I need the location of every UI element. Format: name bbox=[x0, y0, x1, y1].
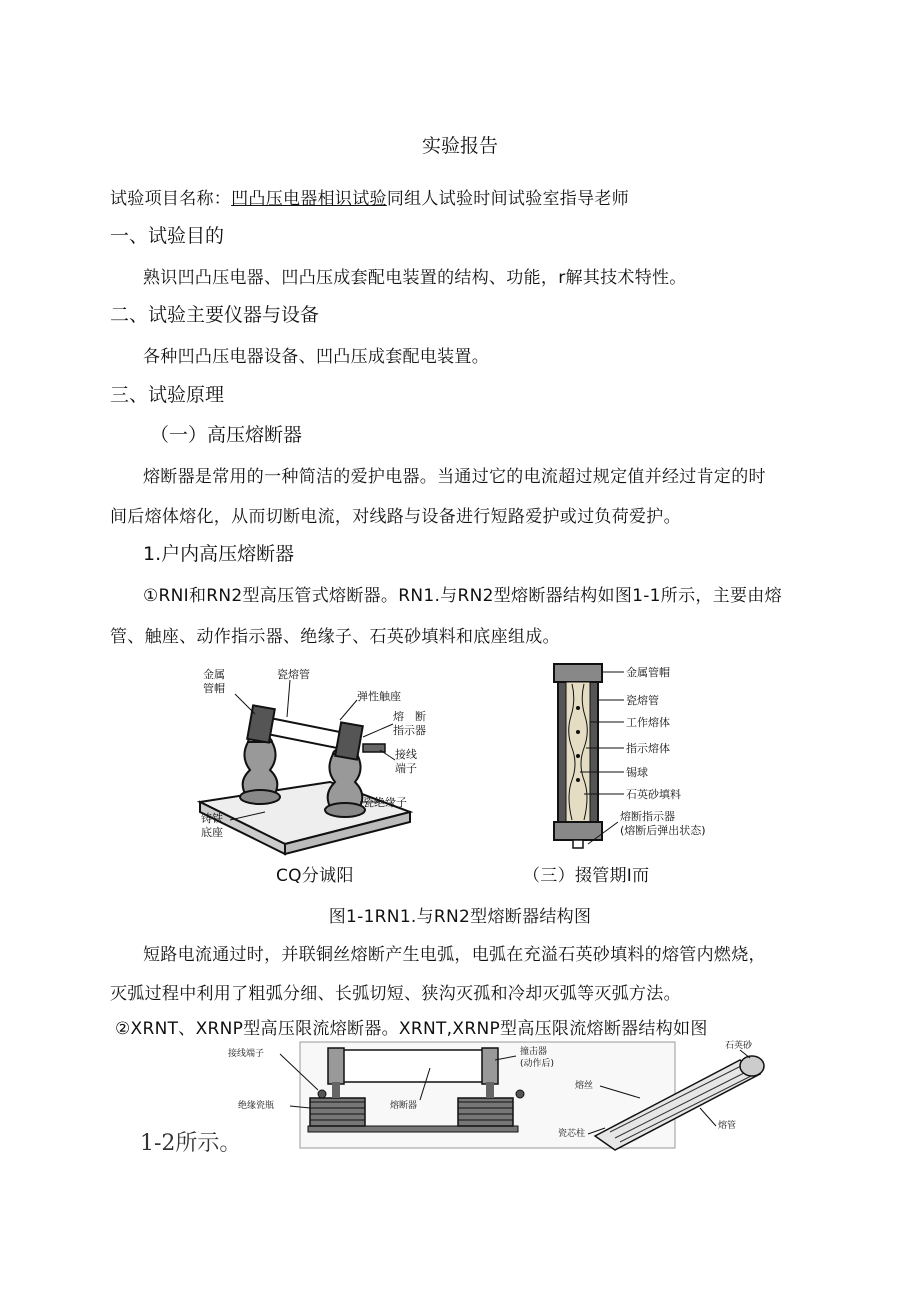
diagram-label: 撞击器 bbox=[520, 1047, 548, 1057]
diagram-label: 熔断指示器 bbox=[620, 810, 675, 823]
diagram-label: 金属 bbox=[203, 668, 225, 681]
figure-subcaption-left: CQ分诚阳 bbox=[276, 866, 354, 886]
item-1-heading: 1.户内高压熔断器 bbox=[143, 543, 295, 565]
paragraph-line: 管、触座、动作指示器、绝缘子、石英砂填料和底座组成。 bbox=[110, 627, 560, 647]
project-name-value: 凹凸压电器相识试验 bbox=[231, 189, 387, 209]
diagram-label: 金属管帽 bbox=[626, 666, 670, 679]
figure-1-2-overlay-text: 1-2所示。 bbox=[140, 1131, 242, 1156]
diagram-label: 熔断器 bbox=[390, 1101, 418, 1111]
porcelain-insulator-left bbox=[240, 736, 280, 804]
diagram-label: 工作熔体 bbox=[626, 716, 670, 729]
diagram-label: 瓷熔管 bbox=[277, 668, 310, 681]
page-title: 实验报告 bbox=[421, 135, 498, 157]
diagram-label: 底座 bbox=[201, 826, 223, 839]
diagram-label: 绝缘瓷瓶 bbox=[238, 1101, 275, 1111]
section-3-heading: 三、试验原理 bbox=[110, 384, 225, 406]
diagram-label: 瓷熔管 bbox=[626, 694, 659, 707]
section-2-text: 各种凹凸压电器设备、凹凸压成套配电装置。 bbox=[143, 347, 489, 367]
diagram-label: 接线端子 bbox=[228, 1049, 265, 1059]
paragraph-line: 间后熔体熔化，从而切断电流，对线路与设备进行短路爱护或过负荷爱护。 bbox=[110, 507, 681, 527]
figure-subcaption-right: （三）掇管期I而 bbox=[523, 866, 650, 886]
diagram-label: 管帽 bbox=[203, 682, 225, 695]
diagram-label: 铸铁 bbox=[201, 812, 223, 825]
diagram-label: 熔管 bbox=[718, 1121, 737, 1131]
diagram-label: 熔丝 bbox=[575, 1081, 594, 1091]
diagram-label: 熔 断 bbox=[393, 710, 426, 723]
figure-1-1-left-diagram bbox=[195, 662, 426, 857]
paragraph-line: 短路电流通过时，并联铜丝熔断产生电弧，电弧在充溢石英砂填料的熔管内燃烧， bbox=[143, 945, 766, 965]
metal-cap-bottom bbox=[554, 822, 602, 848]
diagram-label: 瓷芯柱 bbox=[558, 1129, 586, 1139]
diagram-label: 端子 bbox=[395, 762, 417, 775]
figure-1-1-right-diagram bbox=[548, 660, 738, 858]
diagram-label: 石英砂 bbox=[725, 1041, 753, 1051]
metal-cap-top bbox=[554, 664, 602, 682]
diagram-label: (熔断后弹出状态) bbox=[620, 824, 706, 837]
diagram-label: 石英砂填料 bbox=[626, 788, 681, 801]
project-name-label: 试验项目名称： bbox=[110, 189, 232, 209]
porcelain-tube bbox=[558, 682, 598, 822]
section-1-text: 熟识凹凸压电器、凹凸压成套配电装置的结构、功能，r解其技术特性。 bbox=[143, 268, 687, 288]
diagram-label: 指示器 bbox=[393, 724, 426, 737]
project-info-line bbox=[110, 184, 629, 209]
subsection-heading: （一）高压熔断器 bbox=[150, 424, 303, 446]
project-meta-fields: 同组人试验时间试验室指导老师 bbox=[386, 189, 630, 209]
diagram-label: 弹性触座 bbox=[357, 690, 401, 703]
paragraph-line: ①RNI和RN2型高压管式熔断器。RN1.与RN2型熔断器结构如图1-1所示，主要由熔 bbox=[143, 586, 782, 606]
cast-iron-base bbox=[200, 782, 410, 854]
diagram-label: 锡球 bbox=[626, 766, 648, 779]
paragraph-line: 灭弧过程中利用了粗弧分细、长弧切短、狭沟灭孤和冷却灭弧等灭弧方法。 bbox=[110, 984, 681, 1004]
section-2-heading: 二、试验主要仪器与设备 bbox=[110, 304, 320, 326]
section-1-heading: 一、试验目的 bbox=[110, 225, 225, 247]
diagram-label: 接线 bbox=[395, 748, 417, 761]
diagram-label: 指示熔体 bbox=[626, 742, 670, 755]
paragraph-line: ②XRNT、XRNP型高压限流熔断器。XRNT,XRNP型高压限流熔断器结构如图 bbox=[115, 1019, 708, 1039]
diagram-label: (动作后) bbox=[520, 1059, 555, 1069]
diagram-label: 瓷绝缘子 bbox=[363, 796, 407, 809]
paragraph-line: 熔断器是常用的一种简洁的爱护电器。当通过它的电流超过规定值并经过肯定的时 bbox=[143, 467, 766, 487]
figure-caption: 图1-1RN1.与RN2型熔断器结构图 bbox=[328, 907, 592, 927]
